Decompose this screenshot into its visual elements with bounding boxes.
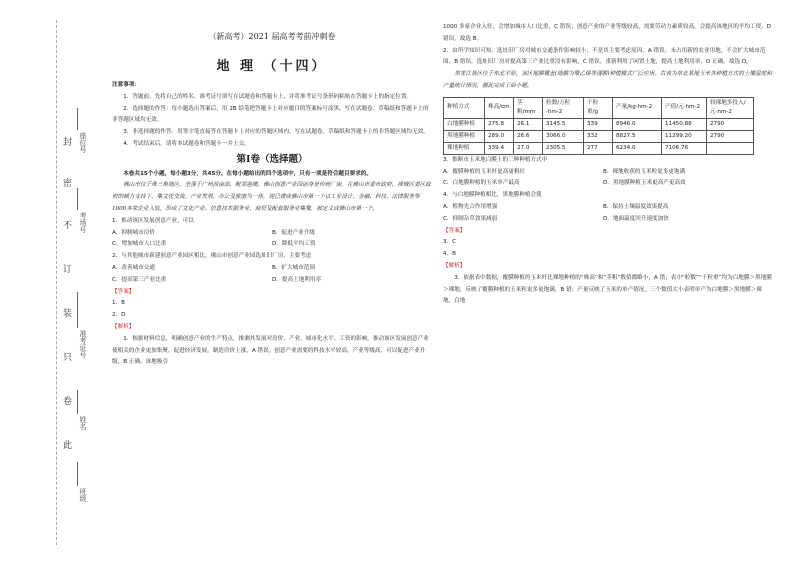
part1-heading: 第Ⅰ卷（选择题）: [236, 153, 308, 165]
table-cell: 黑地膜种植: [444, 130, 485, 142]
answer-tag: 【答案】: [443, 227, 466, 234]
note-item: 3．非选择题的作答：用签字笔直接答在答题卡上对应的答题区域内。写在试题卷、草稿纸和答题卡上的非答题区域均无效。: [123, 129, 429, 136]
table-row: [444, 118, 754, 130]
class-blank[interactable]: [77, 462, 87, 486]
table-header-cell: 较裸地多投入/元·hm-2: [707, 97, 754, 118]
margin-label-seat: 座位号: [79, 132, 87, 153]
answer-item: 2．D: [112, 312, 126, 319]
table-cell: 26.6: [514, 130, 543, 142]
table-cell: 3066.0: [543, 130, 584, 142]
table-cell: 白地膜种植: [444, 118, 485, 130]
table-cell: 11450.88: [662, 118, 707, 130]
analysis-text: 1．根据材料信息，明确创意产业的生产特点，推测其发展对房价、产业、城市化水平、工资的影响。推动该区发展创意产业使相关的企业更加集聚，促进经济发展，制造房价上涨，A 错误。创意产业需要的科技水平较高，产业等级高，可以促进产业升级，B 正确。该地吸引: [112, 335, 429, 366]
table-cell: 27.0: [514, 142, 543, 154]
seat-blank[interactable]: [77, 108, 87, 130]
margin-label-class: 班级: [79, 488, 87, 502]
binding-margin: [0, 0, 100, 562]
q4-option-d[interactable]: D．地面温度回升速度加快: [603, 215, 669, 222]
q3-option-c[interactable]: C．白地膜种植的玉米单产最高: [443, 180, 520, 187]
table-header-cell: 粒数/万粒·hm-2: [543, 97, 584, 118]
left-column: [112, 80, 432, 369]
name-blank[interactable]: [77, 390, 87, 414]
note-item: 1．答题前，先将自己的姓名、准考证号填写在试题卷和答题卡上，并将准考证号条形码粘贴在答题卡上的指定位置。: [123, 93, 413, 100]
table-header-cell: 产量/kg·hm-2: [613, 97, 662, 118]
table-cell: 11299.20: [662, 130, 707, 142]
answer-item: 3．C: [443, 239, 457, 246]
table-cell: 289.0: [485, 130, 514, 142]
table-cell: 8827.5: [613, 130, 662, 142]
table-cell: 277: [584, 142, 613, 154]
q4-option-c[interactable]: C．抑制杂草效果减弱: [443, 215, 498, 222]
table-cell: 裸地种植: [444, 142, 485, 154]
margin-label-name: 姓名: [79, 416, 87, 430]
analysis-tag: 【解析】: [443, 262, 466, 269]
table-cell: 6234.0: [613, 142, 662, 154]
q2-option-c[interactable]: C．提高第三产业比重: [112, 276, 167, 283]
exam-id-blank[interactable]: [77, 292, 87, 328]
exam-title: （新高考）2021 届高考考前冲刺卷: [208, 32, 336, 41]
answer-tag: 【答案】: [112, 288, 135, 295]
q4-option-b[interactable]: B．保持土壤温度效果提高: [603, 203, 669, 210]
q3-option-d[interactable]: D．黑地膜种植玉米更高产更高效: [603, 180, 686, 187]
table-cell: 339.4: [485, 142, 514, 154]
note-item: 2．选择题的作答：每小题选出答案后，用 2B 铅笔把答题卡上对应题目的答案标号涂黑，写在试题卷、草稿纸和答题卡上的非答题区域均无效。: [112, 105, 429, 124]
answer-item: 4．B: [443, 251, 456, 258]
question-1: 1．推动该区发展创意产业，可以: [112, 217, 194, 224]
q3-option-a[interactable]: A．覆膜种植的玉米杆更高更粗壮: [443, 168, 526, 175]
q1-option-c[interactable]: C．增加城市人口比重: [112, 241, 167, 248]
table-cell: 26.1: [514, 118, 543, 130]
table-header-row: [444, 97, 754, 118]
seal-char: 不: [63, 221, 73, 231]
analysis-q2: 2．由所学知识可知，选址旧厂房对城市交通条件影响较小，不是其主要考虑原因，A 错误。未占用新的农业用地，不会扩大城市范围，B 错误。选址旧厂房对提高第三产业比重没有影响，C 错误。重新利用了闲置土地，提高土地利用率，D 正确。故选 D。: [443, 47, 766, 66]
table-cell: 7106.76: [662, 142, 707, 154]
answer-item: 1．B: [112, 300, 125, 307]
table-cell: 8946.0: [613, 118, 662, 130]
table-cell: 2790: [707, 118, 754, 130]
planting-table: [443, 97, 754, 155]
table-row: [444, 142, 754, 154]
question-4: 4．与白地膜种植相比，黑地膜种植会使: [443, 192, 542, 199]
table-cell: 339: [584, 118, 613, 130]
table-cell: 2305.5: [543, 142, 584, 154]
q2-option-b[interactable]: B．扩大城市范围: [272, 264, 315, 271]
table-cell: 275.8: [485, 118, 514, 130]
seal-char: 只: [63, 353, 73, 363]
q4-option-a[interactable]: A．植物光合作用增强: [443, 203, 498, 210]
part1-intro: 本卷共15个小题，每小题3分，共45分。在每小题给出的四个选项中，只有一项是符合题目要求的。: [123, 170, 372, 177]
margin-label-exam-id: 准考证号: [79, 330, 87, 358]
question-2: 2．与其他城市新建创意产业园区相比，佛山市创意产业园选址旧厂房，主要考虑: [112, 253, 312, 260]
table-cell: 3145.5: [543, 118, 584, 130]
reading-passage-2: 黑龙江垦区位于东北平原，该区地膜覆盖(地膜为聚乙烯等薄膜)种植模式广泛应用。右表为东北某地玉米各种植方式的土壤温度和产量统计情况，据此完成下面小题。: [443, 71, 772, 89]
reading-passage: 佛山市位于珠三角地区，坐落于广州西南部，毗邻港澳。佛山创意产业园前身是传统厂房，在佛山市委市政府、禅城区委区政府的倾力支持下，集文化交流、产业发展、办公及旅游为一体，现已建成佛山市第一个以工业设计、金融、科技、法律服务等1000多家企业入驻，形成了文化产业、信息技术服务业、商贸及配套服务业集聚，被定义成佛山市第一个。: [112, 182, 431, 212]
fold-line: [56, 20, 57, 545]
seal-char: 卷: [63, 397, 73, 407]
table-row: [444, 130, 754, 142]
question-3: 3．推断市玉米地白膜土的三种种植方式中: [443, 156, 548, 163]
q2-option-d[interactable]: D．提高土地利用率: [272, 276, 322, 283]
margin-label-room: 考场号: [79, 212, 87, 233]
table-cell: 332: [584, 130, 613, 142]
seal-char: 装: [63, 309, 73, 319]
table-header-cell: 产值/元·hm-2: [662, 97, 707, 118]
notes-heading: 注意事项：: [112, 82, 140, 88]
room-blank[interactable]: [77, 188, 87, 210]
q3-option-b[interactable]: B．裸地收获的玉米粒更多更饱满: [603, 168, 686, 175]
right-column: [443, 22, 773, 308]
analysis-continued: 1000 多家企业入驻，会增加城市人口比重，C 错误；创意产业的产业等级较高，需要劳动力素质较高，会提高该地区的平均工资，D 错误。故选 B。: [443, 24, 772, 42]
table-cell: [707, 142, 754, 154]
q2-option-a[interactable]: A．改善城市交通: [112, 264, 155, 271]
q1-option-d[interactable]: D．降低平均工资: [272, 241, 316, 248]
table-header-cell: 千粒重/g: [584, 97, 613, 118]
seal-char: 此: [63, 441, 73, 451]
analysis-text: 3．依据表中数据，覆膜种植的玉米杆比裸地种植的“株高”和“茎粗”数值都略小，A 错；表中“粒数”“千粒重”均为白地膜＞黑地膜＞裸地，反映了覆膜种植的玉米粒更多更饱满，B 错；产量反映了玉米的单产情况，三个数值大小表明单产为白地膜＞黑地膜＞裸地，白地: [443, 274, 772, 305]
analysis-tag: 【解析】: [112, 323, 135, 330]
table-header-cell: 种植方式: [444, 97, 485, 118]
seal-char: 密: [63, 179, 73, 189]
seal-char: 封: [63, 138, 73, 148]
table-header-cell: 株高/cm: [485, 97, 514, 118]
q1-option-a[interactable]: A．抑制城市房价: [112, 229, 155, 236]
q1-option-b[interactable]: B．促进产业升级: [272, 229, 315, 236]
exam-subject: 地 理 （十四）: [216, 59, 328, 74]
table-cell: 2790: [707, 130, 754, 142]
seal-char: 订: [63, 265, 73, 275]
note-item: 4．考试结束后，请将本试题卷和答题卡一并上交。: [123, 140, 250, 147]
table-header-cell: 茎粗/mm: [514, 97, 543, 118]
